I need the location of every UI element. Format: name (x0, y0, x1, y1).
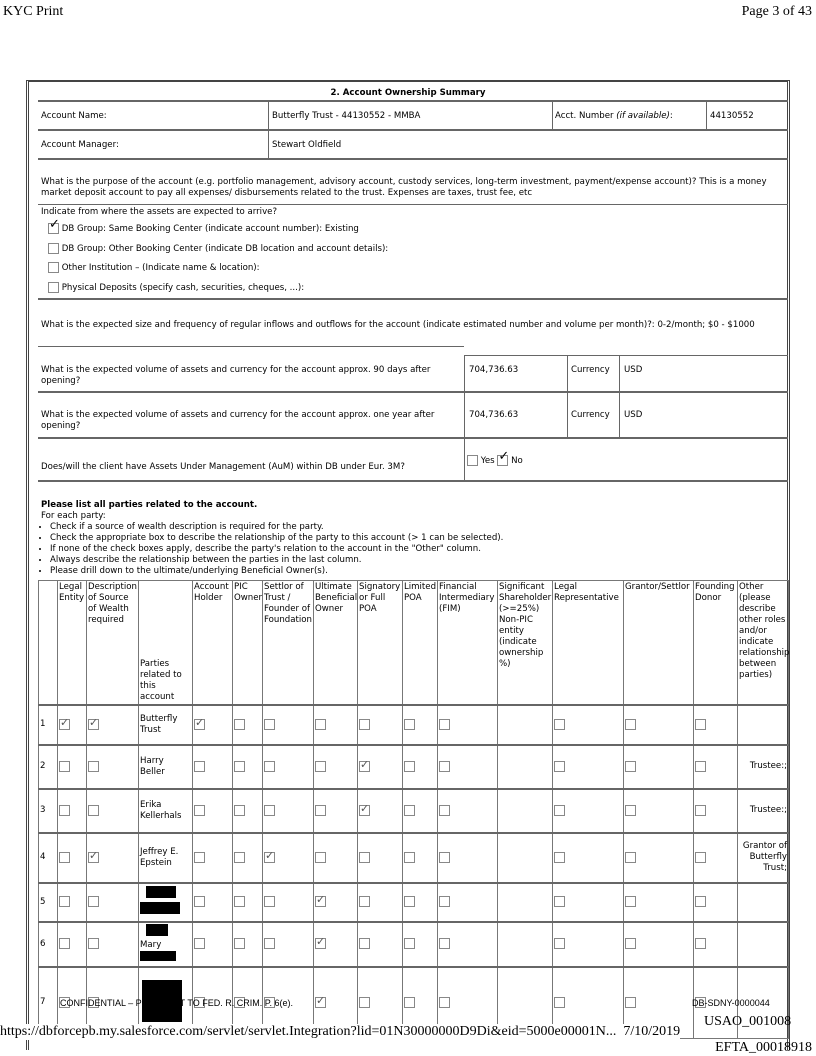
other-relationship: Trustee:; (738, 789, 789, 833)
row-number: 3 (39, 789, 58, 833)
party-name: Mary (139, 922, 193, 967)
other-relationship: Trustee:; (738, 745, 789, 789)
aum-question: Does/will the client have Assets Under Management (AuM) within DB under Eur. 3M? (41, 462, 405, 472)
role-checkbox[interactable] (624, 883, 694, 922)
role-checkbox[interactable] (58, 789, 87, 833)
ownership-pct (498, 883, 553, 922)
column-header: Legal Entity (58, 581, 87, 705)
role-checkbox[interactable] (314, 705, 358, 745)
party-row (39, 745, 789, 789)
role-checkbox[interactable] (403, 705, 438, 745)
efta-number: EFTA_00018918 (715, 1040, 812, 1055)
role-checkbox[interactable] (193, 705, 233, 745)
acct-number-label: Acct. Number (if available): (555, 111, 673, 121)
parties-title: Please list all parties related to the account. (41, 500, 258, 510)
party-name: Harry Beller (139, 745, 193, 789)
role-checkbox[interactable] (553, 705, 624, 745)
account-manager-label: Account Manager: (41, 140, 119, 150)
volume1y-currency-label: Currency (571, 410, 610, 420)
column-header: Grantor/Settlor (624, 581, 694, 705)
role-checkbox[interactable] (694, 922, 738, 967)
account-name-label: Account Name: (41, 111, 107, 121)
instruction-item: • If none of the check boxes apply, describe the party's relation to the account in the "Other" column. (50, 544, 503, 555)
confidential-notice: CONFIDENTIAL – PURSUANT TO FED. R. CRIM. P. 6(e). (60, 998, 294, 1008)
role-checkbox[interactable] (233, 833, 263, 883)
role-checkbox[interactable] (358, 883, 403, 922)
role-checkbox[interactable] (438, 833, 498, 883)
party-row (39, 833, 789, 883)
role-checkbox[interactable] (438, 745, 498, 789)
role-checkbox[interactable] (263, 789, 314, 833)
section-title: 2. Account Ownership Summary (330, 88, 486, 98)
role-checkbox[interactable] (314, 922, 358, 967)
origin-option-3[interactable]: Other Institution – (Indicate name & location): (48, 262, 260, 274)
volume90-currency: USD (624, 365, 643, 375)
other-relationship: Grantor of Butterfly Trust; (738, 833, 789, 883)
aum-no-checkbox[interactable] (497, 455, 508, 466)
volume1y-value: 704,736.63 (469, 410, 519, 420)
role-checkbox[interactable] (87, 705, 139, 745)
col-num (39, 581, 58, 705)
role-checkbox[interactable] (694, 705, 738, 745)
acct-number-value: 44130552 (710, 111, 754, 121)
parties-intro: For each party: (41, 511, 106, 521)
role-checkbox[interactable] (694, 745, 738, 789)
aum-options[interactable]: Yes ✓ No (467, 455, 523, 467)
column-header: Significant Shareholder (>=25%) Non-PIC entity (indicate ownership %) (498, 581, 553, 705)
party-row (39, 705, 789, 745)
role-checkbox[interactable] (263, 705, 314, 745)
role-checkbox[interactable] (58, 833, 87, 883)
volume1y-question: What is the expected volume of assets and currency for the account approx. one year after opening? (41, 410, 435, 431)
party-row (39, 922, 789, 967)
role-checkbox[interactable] (193, 883, 233, 922)
party-name: Butterfly Trust (139, 705, 193, 745)
role-checkbox[interactable] (624, 922, 694, 967)
column-header: Description of Source of Wealth required (87, 581, 139, 705)
bates-number: DB-SDNY-0000044 (692, 998, 770, 1008)
page-number: Page 3 of 43 (741, 4, 812, 19)
row-number: 4 (39, 833, 58, 883)
role-checkbox[interactable] (358, 922, 403, 967)
role-checkbox[interactable] (694, 789, 738, 833)
role-checkbox[interactable] (553, 833, 624, 883)
row-number: 6 (39, 922, 58, 967)
instruction-item: • Check if a source of wealth description is required for the party. (50, 522, 503, 533)
instruction-item: • Please drill down to the ultimate/underlying Beneficial Owner(s). (50, 566, 503, 577)
ownership-pct (498, 833, 553, 883)
role-checkbox[interactable] (263, 883, 314, 922)
assets-origin-question: Indicate from where the assets are expected to arrive? (41, 207, 278, 217)
role-checkbox[interactable] (624, 705, 694, 745)
role-checkbox[interactable] (624, 789, 694, 833)
role-checkbox[interactable] (553, 922, 624, 967)
origin-option-2[interactable]: DB Group: Other Booking Center (indicate DB location and account details): (48, 243, 388, 255)
role-checkbox[interactable] (403, 922, 438, 967)
role-checkbox[interactable] (553, 745, 624, 789)
instruction-item: • Check the appropriate box to describe the relationship of the party to this account (> 1 can be selected). (50, 533, 503, 544)
party-row (39, 883, 789, 922)
role-checkbox[interactable] (263, 833, 314, 883)
role-checkbox[interactable] (314, 789, 358, 833)
role-checkbox[interactable] (694, 833, 738, 883)
row-number: 2 (39, 745, 58, 789)
role-checkbox[interactable] (358, 833, 403, 883)
column-header: Parties related to this account (139, 581, 193, 705)
role-checkbox[interactable] (87, 922, 139, 967)
role-checkbox[interactable] (58, 745, 87, 789)
role-checkbox[interactable] (403, 883, 438, 922)
parties-instructions (41, 522, 503, 577)
column-header: Financial Intermediary (FIM) (438, 581, 498, 705)
other-relationship (738, 705, 789, 745)
role-checkbox[interactable] (233, 883, 263, 922)
origin-option-1[interactable]: ✓ DB Group: Same Booking Center (indicate account number): Existing (48, 223, 359, 235)
party-name (139, 883, 193, 922)
party-name: Jeffrey E. Epstein (139, 833, 193, 883)
role-checkbox[interactable] (553, 883, 624, 922)
role-checkbox[interactable] (233, 745, 263, 789)
role-checkbox[interactable] (193, 922, 233, 967)
origin-option-4[interactable]: Physical Deposits (specify cash, securities, cheques, ...): (48, 282, 304, 294)
column-header: Founding Donor (694, 581, 738, 705)
ownership-pct (498, 922, 553, 967)
role-checkbox[interactable] (314, 745, 358, 789)
role-checkbox[interactable] (87, 833, 139, 883)
ownership-pct (498, 705, 553, 745)
role-checkbox[interactable] (263, 745, 314, 789)
role-checkbox[interactable] (624, 745, 694, 789)
role-checkbox[interactable] (403, 833, 438, 883)
role-checkbox[interactable] (193, 833, 233, 883)
role-checkbox[interactable] (314, 883, 358, 922)
role-checkbox[interactable] (193, 745, 233, 789)
account-manager-value: Stewart Oldfield (272, 140, 342, 150)
role-checkbox[interactable] (233, 922, 263, 967)
role-checkbox[interactable] (438, 705, 498, 745)
volume90-value: 704,736.63 (469, 365, 519, 375)
role-checkbox[interactable] (358, 705, 403, 745)
role-checkbox[interactable] (263, 922, 314, 967)
flows-text: What is the expected size and frequency of regular inflows and outflows for the account (indicate estimated number and volume per month)?: 0-2/month; $0 - $1000 (41, 320, 755, 330)
role-checkbox[interactable] (58, 922, 87, 967)
role-checkbox[interactable] (58, 883, 87, 922)
role-checkbox[interactable] (403, 789, 438, 833)
role-checkbox[interactable] (438, 789, 498, 833)
role-checkbox[interactable] (193, 789, 233, 833)
row-number: 1 (39, 705, 58, 745)
role-checkbox[interactable] (233, 789, 263, 833)
role-checkbox[interactable] (87, 789, 139, 833)
role-checkbox[interactable] (358, 789, 403, 833)
column-header: Account Holder (193, 581, 233, 705)
column-header: Other (please describe other roles and/or indicate relationship between parties) (738, 581, 789, 705)
header-title: KYC Print (3, 4, 64, 19)
row-number: 7 (39, 967, 58, 1039)
ownership-pct (498, 745, 553, 789)
column-header: Settlor of Trust / Founder of Foundation (263, 581, 314, 705)
column-header: PIC Owner (233, 581, 263, 705)
instruction-item: • Always describe the relationship between the parties in the last column. (50, 555, 503, 566)
ownership-pct (498, 789, 553, 833)
column-header: Legal Representative (553, 581, 624, 705)
role-checkbox[interactable] (694, 883, 738, 922)
volume90-currency-label: Currency (571, 365, 610, 375)
role-checkbox[interactable] (403, 745, 438, 789)
account-name-value: Butterfly Trust - 44130552 - MMBA (272, 111, 421, 121)
volume1y-currency: USD (624, 410, 643, 420)
role-checkbox[interactable] (87, 745, 139, 789)
column-header: Limited POA (403, 581, 438, 705)
column-header: Signatory or Full POA (358, 581, 403, 705)
party-name: Erika Kellerhals (139, 789, 193, 833)
volume90-question: What is the expected volume of assets and currency for the account approx. 90 days after opening? (41, 365, 431, 386)
role-checkbox[interactable] (233, 705, 263, 745)
usao-number: USAO_001008 (704, 1014, 792, 1029)
role-checkbox[interactable] (87, 883, 139, 922)
row-number: 5 (39, 883, 58, 922)
role-checkbox[interactable] (624, 833, 694, 883)
role-checkbox[interactable] (438, 883, 498, 922)
role-checkbox[interactable] (358, 745, 403, 789)
parties-table (38, 580, 792, 1039)
role-checkbox[interactable] (438, 922, 498, 967)
other-relationship (738, 883, 789, 922)
role-checkbox[interactable] (58, 705, 87, 745)
column-header: Ultimate Beneficial Owner (314, 581, 358, 705)
other-relationship (738, 922, 789, 967)
role-checkbox[interactable] (553, 789, 624, 833)
purpose-text: What is the purpose of the account (e.g. portfolio management, advisory account, custody services, long-term investment, payment/expense account)? This is a money market deposit account to pay all expenses/ disbursements related to the trust. Expenses are taxes, trust fee, etc (41, 177, 767, 198)
party-row (39, 789, 789, 833)
aum-yes-checkbox[interactable] (467, 455, 478, 466)
source-url: https://dbforcepb.my.salesforce.com/servlet/servlet.Integration?lid=01N30000000D9Di&eid=5000e00001N... 7/10/2019 (0, 1024, 681, 1039)
role-checkbox[interactable] (314, 833, 358, 883)
